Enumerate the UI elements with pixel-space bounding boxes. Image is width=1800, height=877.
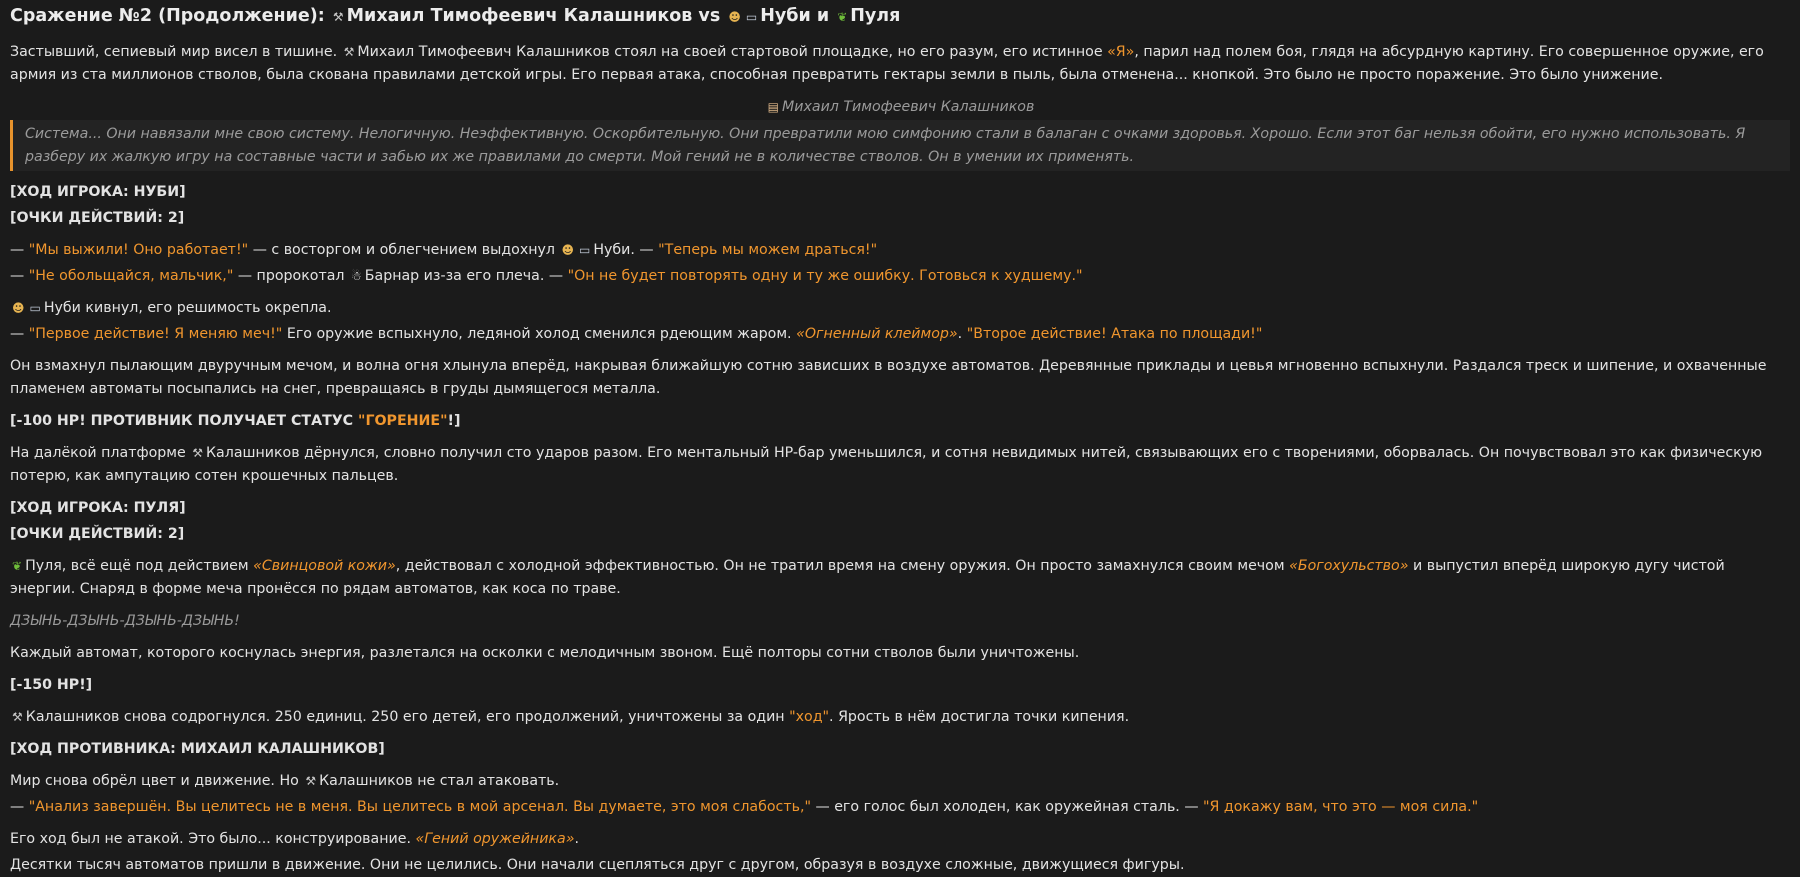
sound-effect: ДЗЫНЬ-ДЗЫНЬ-ДЗЫНЬ-ДЗЫНЬ! bbox=[10, 613, 240, 629]
hammer-and-pick-icon: ⚒ bbox=[343, 45, 355, 59]
nod-line: ☻ ▭ Нуби кивнул, его решимость окрепла. bbox=[12, 300, 332, 316]
action-points-pulya: [ОЧКИ ДЕЙСТВИЙ: 2] bbox=[10, 526, 185, 542]
turn-header-enemy: [ХОД ПРОТИВНИКА: МИХАИЛ КАЛАШНИКОВ] bbox=[10, 741, 385, 757]
hammer-and-pick-icon: ⚒ bbox=[332, 10, 344, 24]
action-points-nubi: [ОЧКИ ДЕЙСТВИЙ: 2] bbox=[10, 210, 185, 226]
quote-author: ▤ Михаил Тимофеевич Калашников bbox=[767, 99, 1035, 115]
ghost-icon: ☃ bbox=[351, 269, 362, 283]
intro-paragraph: Застывший, сепиевый мир висел в тишине. ⚒ Михаил Тимофеевич Калашников стоял на своей стартовой площадке, но его разум, его истинное «Я», парил над полем боя, глядя на абсурдную картину. Его совершенное оружие, его армия из ста миллионов стволов, была скована правилами детской игры. Его первая атака, способная превратить гектары земли в пыль, была отменена... кнопкой. Это было не просто поражение. Это было унижение. bbox=[10, 44, 1764, 83]
damage-line-2: [-150 HP!] bbox=[10, 677, 93, 693]
construct-line: Его ход был не атакой. Это было... конструирование. «Гений оружейника». bbox=[10, 831, 579, 847]
flinch-paragraph: ⚒ Калашников снова содрогнулся. 250 единиц. 250 его детей, его продолжений, уничтожены за один "ход". Ярость в нём достигла точки кипения. bbox=[12, 709, 1130, 725]
turn-header-nubi: [ХОД ИГРОКА: НУБИ] bbox=[10, 184, 186, 200]
quote-block: Система... Они навязали мне свою систему. Нелогичную. Неэффективную. Оскорбительную. Они превратили мою симфонию стали в балаган с очками здоровья. Хорошо. Если этот баг нельзя обойти, его нужно использовать. Я разберу их жалкую игру на составные части и забью их же правилами до смерти. Мой гений не в количестве стволов. Он в умении их применять. bbox=[10, 120, 1790, 171]
hammer-and-pick-icon: ⚒ bbox=[192, 446, 203, 460]
hammer-and-pick-icon: ⚒ bbox=[12, 710, 23, 724]
dialog-line-kalashnikov: — "Анализ завершён. Вы целитесь не в меня. Вы целитесь в мой арсенал. Вы думаете, это моя слабость," — его голос был холоден, как оружейная сталь. — "Я докажу вам, что это — моя сила." bbox=[10, 799, 1479, 815]
turn-header-pulya: [ХОД ИГРОКА: ПУЛЯ] bbox=[10, 500, 186, 516]
lizard-icon: ❦ bbox=[12, 559, 23, 573]
scroll-icon: ▤ bbox=[767, 100, 780, 114]
damage-line-1: [-100 HP! ПРОТИВНИК ПОЛУЧАЕТ СТАТУС "ГОРЕНИЕ"!] bbox=[10, 413, 461, 429]
boy-face-icon: ☻ bbox=[561, 243, 575, 257]
dialog-line-nubi: — "Мы выжили! Оно работает!" — с восторгом и облегчением выдохнул ☻ ▭ Нуби. — "Теперь мы можем драться!" bbox=[10, 242, 878, 258]
boy-face-icon: ☻ bbox=[12, 301, 25, 315]
page-title: Сражение №2 (Продолжение): ⚒ Михаил Тимофеевич Калашников vs ☻ ▭ Нуби и ❦ Пуля bbox=[10, 6, 901, 26]
platform-paragraph: На далёкой платформе ⚒ Калашников дёрнулся, словно получил сто ударов разом. Его ментальный HP-бар уменьшился, и сотня невидимых нитей, связывающих его с творениями, оборвалась. Он почувствовал это как физическую потерю, как ампутацию сотен крошечных пальцев. bbox=[10, 445, 1763, 484]
lizard-icon: ❦ bbox=[837, 10, 848, 24]
pulya-paragraph: ❦ Пуля, всё ещё под действием «Свинцовой кожи», действовал с холодной эффективностью. Он не тратил время на смену оружия. Он просто замахнулся своим мечом «Богохульство» и выпустил вперёд широкую дугу чистой энергии. Снаряд в форме меча пронёсся по рядам автоматов, как коса по траве. bbox=[10, 558, 1725, 597]
laptop-icon: ▭ bbox=[29, 301, 41, 315]
fire-paragraph: Он взмахнул пылающим двуручным мечом, и волна огня хлынула вперёд, накрывая ближайшую сотню зависших в воздухе автоматов. Деревянные приклады и цевья мгновенно вспыхнули. Раздался треск и шипение, и охваченные пламенем автоматы посыпались на снег, превращаясь в груды дымящегося металла. bbox=[10, 358, 1767, 397]
dialog-line-barnar: — "Не обольщайся, мальчик," — пророкотал ☃ Барнар из-за его плеча. — "Он не будет повторять одну и ту же ошибку. Готовься к худшему." bbox=[10, 268, 1083, 284]
boy-face-icon: ☻ bbox=[728, 10, 741, 24]
hammer-and-pick-icon: ⚒ bbox=[305, 774, 317, 788]
action-line-nubi: — "Первое действие! Я меняю меч!" Его оружие вспыхнуло, ледяной холод сменился рдеющим жаром. «Огненный клеймор». "Второе действие! Атака по площади!" bbox=[10, 326, 1263, 342]
world-line: Мир снова обрёл цвет и движение. Но ⚒ Калашников не стал атаковать. bbox=[10, 773, 560, 789]
last-paragraph: Десятки тысяч автоматов пришли в движение. Они не целились. Они начали сцепляться друг с другом, образуя в воздухе сложные, движущиеся фигуры. bbox=[10, 857, 1185, 873]
shatter-paragraph: Каждый автомат, которого коснулась энергия, разлетался на осколки с мелодичным звоном. Ещё полторы сотни стволов были уничтожены. bbox=[10, 645, 1080, 661]
laptop-icon: ▭ bbox=[579, 243, 591, 257]
laptop-icon: ▭ bbox=[745, 10, 758, 24]
